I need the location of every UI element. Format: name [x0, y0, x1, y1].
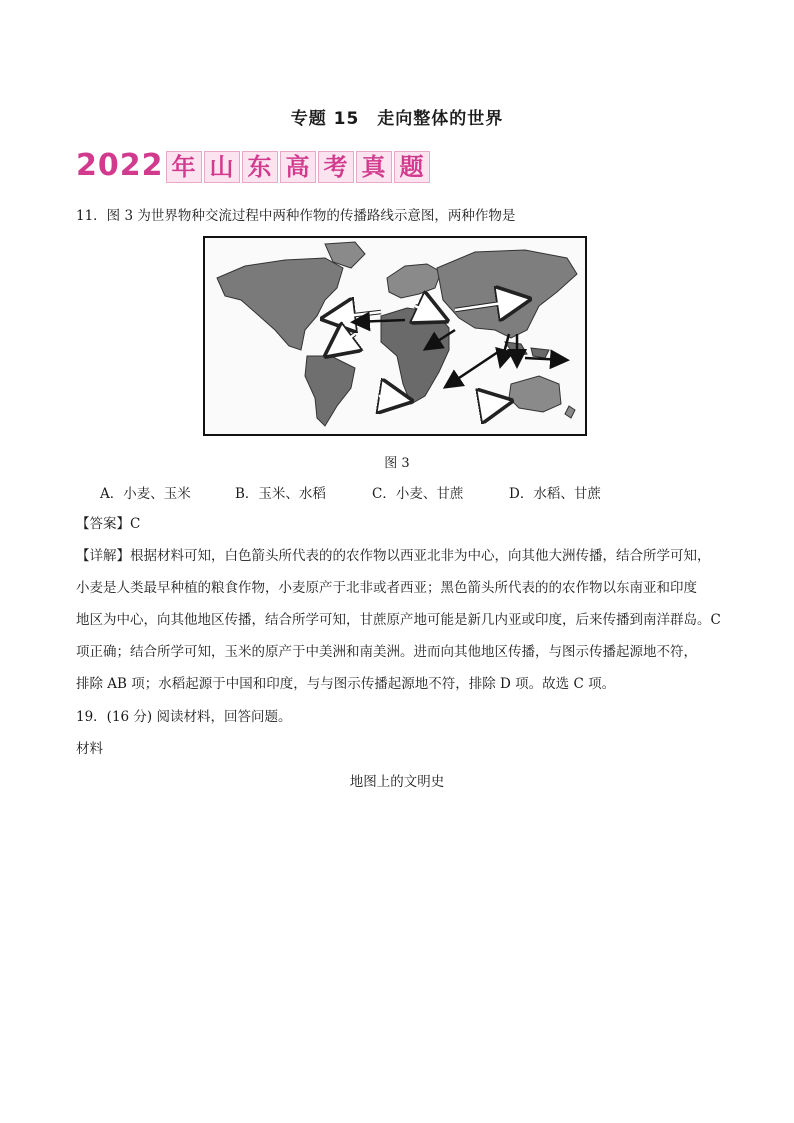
banner-char: 年 [166, 151, 202, 183]
banner-char: 题 [394, 151, 430, 183]
option-a: A．小麦、玉米 [100, 486, 191, 502]
black-arrow [447, 350, 501, 386]
option-d: D．水稻、甘蔗 [509, 486, 601, 502]
north-america-shape [217, 258, 343, 350]
world-map-image [205, 238, 585, 434]
asia-shape [437, 250, 577, 338]
question-11-stem: 11．图 3 为世界物种交流过程中两种作物的传播路线示意图，两种作物是 [76, 208, 516, 224]
new-zealand-shape [565, 406, 575, 418]
page-title: 专题 15 走向整体的世界 [290, 109, 504, 129]
europe-shape [387, 264, 441, 298]
explanation-line: 排除 AB 项；水稻起源于中国和印度，与与图示传播起源地不符，排除 D 项。故选 C 项。 [76, 676, 616, 692]
figure-caption: 图 3 [384, 456, 410, 471]
material-label: 材料 [76, 741, 103, 757]
explanation-line: 地区为中心，向其他地区传播，结合所学可知，甘蔗原产地可能是新几内亚或印度，后来传播到南洋群岛。C [76, 612, 721, 628]
material-title: 地图上的文明史 [349, 774, 445, 790]
africa-shape [381, 308, 449, 404]
south-america-shape [305, 356, 355, 426]
explanation-paragraph [76, 540, 740, 700]
world-map-figure [203, 236, 587, 436]
answer-options [100, 482, 629, 502]
black-arrow [525, 358, 565, 360]
banner-char: 高 [280, 151, 316, 183]
banner-year: 2022 [76, 148, 164, 183]
option-c: C．小麦、甘蔗 [372, 486, 464, 502]
option-b: B．玉米、水稻 [235, 486, 326, 502]
explanation-line: 小麦是人类最早种植的粮食作物，小麦原产于北非或者西亚；黑色箭头所代表的的农作物以东南亚和印度 [76, 580, 697, 596]
banner-char: 真 [356, 151, 392, 183]
banner-char: 山 [204, 151, 240, 183]
southeast-asia-islands-shape [505, 342, 549, 358]
banner-chars [166, 151, 432, 183]
exam-banner [76, 148, 424, 183]
australia-shape [509, 376, 561, 412]
banner-char: 东 [242, 151, 278, 183]
question-19-stem: 19．(16 分) 阅读材料，回答问题。 [76, 709, 292, 725]
answer-line: 【答案】C [76, 516, 141, 532]
explanation-line: 项正确；结合所学可知，玉米的原产于中美洲和南美洲。进而向其他地区传播，与图示传播起源地不符， [76, 644, 697, 660]
banner-char: 考 [318, 151, 354, 183]
explanation-line: 【详解】根据材料可知，白色箭头所代表的的农作物以西亚北非为中心，向其他大洲传播，结合所学可知， [76, 548, 711, 564]
black-arrow [501, 334, 509, 364]
